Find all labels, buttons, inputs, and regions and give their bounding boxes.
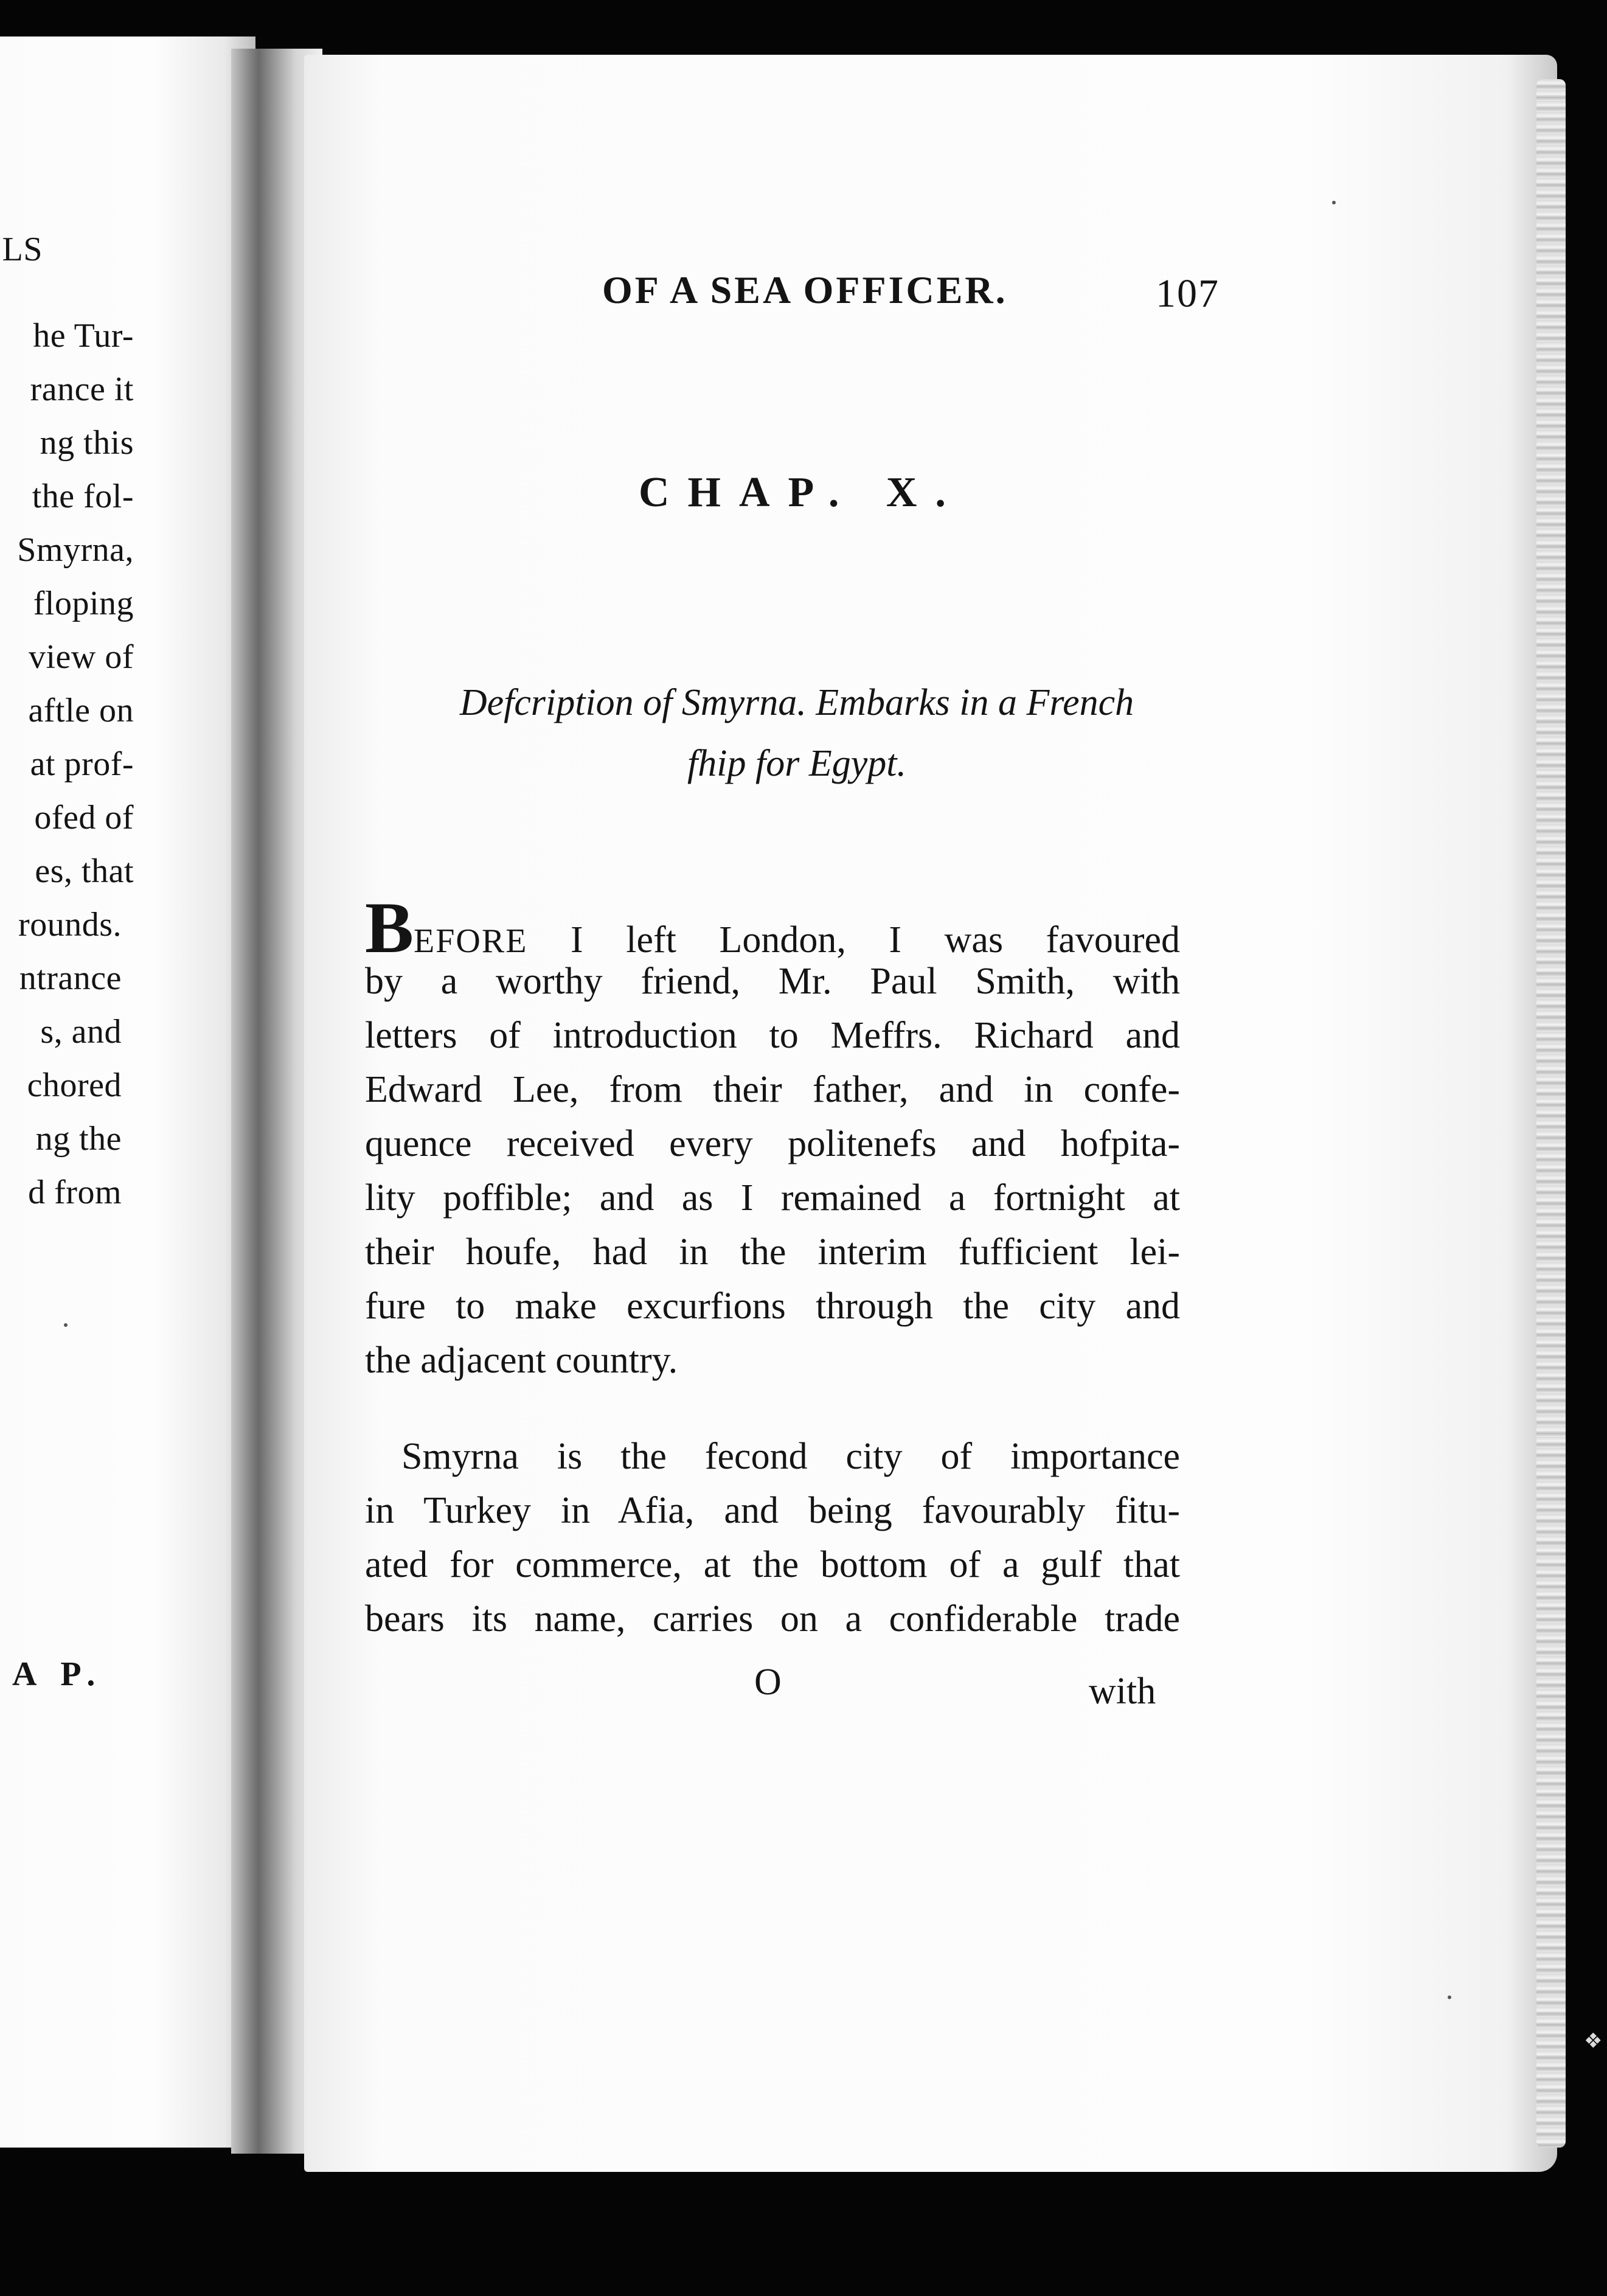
speck: [1448, 1995, 1451, 1999]
paragraph-2-line: in Turkey in Afia, and being favourably fitu-: [365, 1490, 1180, 1531]
left-page-text: [0, 37, 255, 2148]
speck: [64, 1323, 68, 1327]
scan-border: [1569, 0, 1607, 2296]
left-page-line: ntrance: [19, 959, 122, 997]
left-page-line: the fol-: [32, 478, 134, 515]
drop-cap: B: [365, 887, 414, 968]
left-page-line: ng the: [35, 1120, 122, 1158]
page-number: 107: [1156, 271, 1220, 316]
left-page-line: he Tur-: [33, 317, 134, 355]
paragraph-1-line: fure to make excurfions through the city and: [365, 1285, 1180, 1327]
paragraph-1: [365, 887, 1180, 1388]
speck: [1332, 201, 1336, 204]
first-line-text: I left London, I was favoured: [571, 919, 1180, 961]
running-head: OF A SEA OFFICER.: [602, 268, 1008, 311]
chapter-summary-line: fhip for Egypt.: [687, 743, 906, 784]
left-page-line: es, that: [35, 852, 134, 890]
paragraph-1-line: lity poffible; and as I remained a fortnight at: [365, 1177, 1180, 1219]
paragraph-1-line: letters of introduction to Meffrs. Richard and: [365, 1015, 1180, 1056]
left-page-line: rounds.: [18, 906, 122, 944]
paragraph-2-line: bears its name, carries on a confiderable trade: [365, 1598, 1180, 1640]
left-page-line: LS: [2, 231, 43, 268]
paragraph-1-line: the adjacent country.: [365, 1340, 678, 1381]
paragraph-1-line: by a worthy friend, Mr. Paul Smith, with: [365, 961, 1180, 1002]
chapter-summary: [389, 672, 1204, 794]
left-page-footer: A P.: [12, 1655, 104, 1693]
paragraph-2-line: Smyrna is the fecond city of importance: [401, 1436, 1180, 1477]
first-word-smallcaps: EFORE: [414, 922, 528, 960]
signature-mark: O: [754, 1661, 782, 1703]
paragraph-2: [365, 1430, 1180, 1646]
left-page-line: rance it: [30, 370, 134, 408]
left-page-line: at prof-: [30, 745, 134, 783]
paragraph-2-line: ated for commerce, at the bottom of a gulf that: [365, 1544, 1180, 1585]
scan-corner-mark-icon: ❖: [1584, 2030, 1603, 2053]
left-page-line: aftle on: [28, 692, 134, 729]
left-page-line: chored: [27, 1066, 122, 1104]
left-page-line: s, and: [40, 1013, 122, 1051]
left-page-line: ng this: [40, 424, 134, 462]
catchword: with: [1089, 1671, 1156, 1712]
chapter-summary-line: Defcription of Smyrna. Embarks in a French: [459, 682, 1134, 723]
left-page-line: d from: [28, 1174, 122, 1211]
left-page-line: view of: [28, 638, 134, 676]
left-page-line: ofed of: [34, 799, 134, 837]
paragraph-1-line: their houfe, had in the interim fufficient lei-: [365, 1231, 1180, 1273]
left-page-line: Smyrna,: [17, 531, 134, 569]
paragraph-1-line: quence received every politenefs and hofpita-: [365, 1123, 1180, 1164]
page-edge: [1536, 79, 1566, 2148]
paragraph-1-line: [365, 887, 1180, 968]
chapter-title: CHAP. X.: [639, 469, 964, 516]
left-facing-page: [0, 37, 255, 2148]
left-page-line: floping: [33, 585, 134, 622]
paragraph-1-line: Edward Lee, from their father, and in confe-: [365, 1069, 1180, 1110]
